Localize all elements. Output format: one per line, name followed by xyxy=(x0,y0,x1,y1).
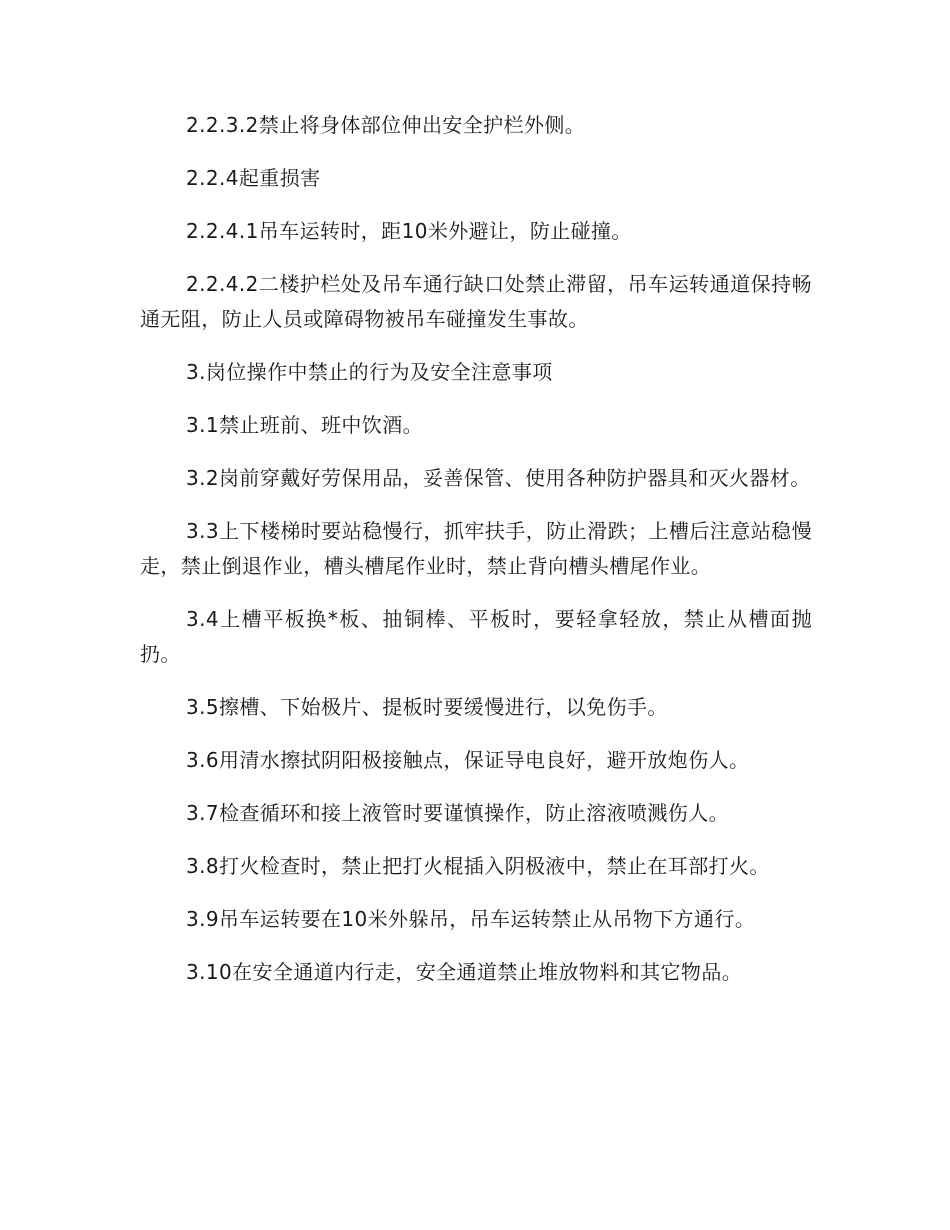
paragraph-2-2-4-2: 2.2.4.2二楼护栏处及吊车通行缺口处禁止滞留，吊车运转通道保持畅通无阻，防止人员或障碍物被吊车碰撞发生事故。 xyxy=(140,272,812,331)
paragraph-3-2: 3.2岗前穿戴好劳保用品，妥善保管、使用各种防护器具和灭火器材。 xyxy=(186,466,811,490)
paragraph-3-4: 3.4上槽平板换*板、抽铜棒、平板时，要轻拿轻放，禁止从槽面抛扔。 xyxy=(140,607,812,666)
document-body xyxy=(140,108,812,1008)
paragraph-3-1: 3.1禁止班前、班中饮酒。 xyxy=(186,413,424,437)
paragraph-3-3: 3.3上下楼梯时要站稳慢行，抓牢扶手，防止滑跌；上槽后注意站稳慢走，禁止倒退作业，槽头槽尾作业时，禁止背向槽头槽尾作业。 xyxy=(140,519,812,578)
paragraph-2-2-3-2: 2.2.3.2禁止将身体部位伸出安全护栏外侧。 xyxy=(186,113,586,137)
paragraph-2-2-4-1: 2.2.4.1吊车运转时，距10米外避让，防止碰撞。 xyxy=(186,219,632,243)
paragraph-3-8: 3.8打火检查时，禁止把打火棍插入阴极液中，禁止在耳部打火。 xyxy=(186,854,770,878)
paragraph-3-7: 3.7检查循环和接上液管时要谨慎操作，防止溶液喷溅伤人。 xyxy=(186,801,730,825)
paragraph-3-9: 3.9吊车运转要在10米外躲吊，吊车运转禁止从吊物下方通行。 xyxy=(186,907,756,931)
heading-2-2-4: 2.2.4起重损害 xyxy=(186,166,321,190)
heading-3: 3.岗位操作中禁止的行为及安全注意事项 xyxy=(186,360,553,384)
paragraph-3-10: 3.10在安全通道内行走，安全通道禁止堆放物料和其它物品。 xyxy=(186,960,743,984)
paragraph-3-6: 3.6用清水擦拭阴阳极接触点，保证导电良好，避开放炮伤人。 xyxy=(186,748,750,772)
paragraph-3-5: 3.5擦槽、下始极片、提板时要缓慢进行，以免伤手。 xyxy=(186,695,668,719)
